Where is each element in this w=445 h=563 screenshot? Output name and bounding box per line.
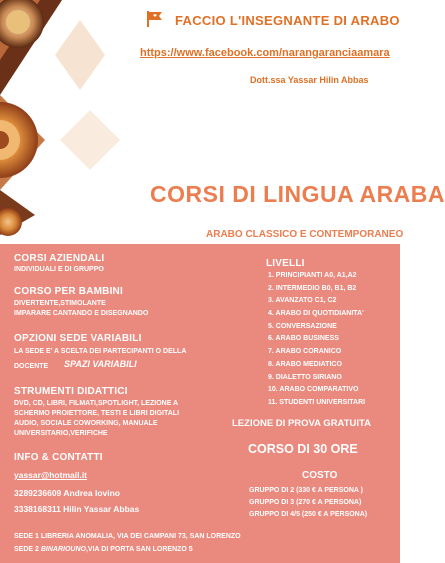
section-text-bambini-1: DIVERTENTE,STIMOLANTE xyxy=(14,300,106,307)
section-text-bambini-2: IMPARARE CANTANDO E DISEGNANDO xyxy=(14,310,149,317)
strumenti-line-2: SCHERMO PROIETTORE, TESTI E LIBRI DIGITALI xyxy=(14,410,180,417)
decorative-pattern xyxy=(0,0,125,235)
strumenti-line-3: AUDIO, SOCIALE COWORKING, MANUALE xyxy=(14,420,158,427)
level-item: 2. INTERMEDIO B0, B1, B2 xyxy=(268,284,357,292)
level-item: 6. ARABO BUSINESS xyxy=(268,335,339,343)
phone-hilin: 3338168311 Hilin Yassar Abbas xyxy=(14,504,140,514)
strumenti-line-1: DVD, CD, LIBRI, FILMATI,SPOTLIGHT, LEZIONE A xyxy=(14,400,179,407)
section-text-opzioni-1: LA SEDE E' A SCELTA DEI PARTECIPANTI O DELLA xyxy=(14,348,187,355)
level-item: 4. ARABO DI QUOTIDIANITA' xyxy=(268,310,364,318)
brand-title: FACCIO L'INSEGNANTE DI ARABO xyxy=(175,13,400,28)
level-item: 9. DIALETTO SIRIANO xyxy=(268,373,342,381)
facebook-link[interactable]: https://www.facebook.com/narangaranciaamara xyxy=(140,47,390,59)
cost-line-1: GRUPPO DI 2 (330 € A PERSONA ) xyxy=(249,487,363,494)
level-item: 3. AVANZATO C1, C2 xyxy=(268,297,337,305)
level-item: 8. ARABO MEDIATICO xyxy=(268,360,342,368)
section-title-bambini: CORSO PER BAMBINI xyxy=(14,286,123,297)
sede-2-address: ,VIA DI PORTA SAN LORENZO 5 xyxy=(85,546,193,553)
sede-2-label: SEDE 2 xyxy=(14,546,39,553)
levels-title: LIVELLI xyxy=(266,258,305,269)
level-item: 5. CONVERSAZIONE xyxy=(268,322,337,330)
page-subtitle: ARABO CLASSICO E CONTEMPORANEO xyxy=(206,229,404,240)
free-trial-lesson: LEZIONE DI PROVA GRATUITA xyxy=(232,418,371,429)
page-title: CORSI DI LINGUA ARABA xyxy=(150,181,445,207)
section-text-opzioni-2: DOCENTE xyxy=(14,363,49,370)
sede-1 xyxy=(14,532,241,543)
section-title-contatti: INFO & CONTATTI xyxy=(14,452,103,463)
section-title-opzioni: OPZIONI SEDE VARIABILI xyxy=(14,333,142,344)
flag-icon xyxy=(147,11,163,27)
strumenti-line-4: UNIVERSITARIO,VERIFICHE xyxy=(14,430,108,437)
level-item: 7. ARABO CORANICO xyxy=(268,348,342,356)
level-item: 1. PRINCIPIANTI A0, A1,A2 xyxy=(268,272,357,279)
section-title-aziendali: CORSI AZIENDALI xyxy=(14,253,105,264)
phone-andrea: 3289236609 Andrea Iovino xyxy=(14,488,120,498)
section-title-strumenti: STRUMENTI DIDATTICI xyxy=(14,386,128,397)
sede-2-place: BINARIOUNO xyxy=(40,546,86,553)
section-text-aziendali: INDIVIDUALI E DI GRUPPO xyxy=(14,266,104,273)
level-item: 11. STUDENTI UNIVERSITARI xyxy=(268,398,366,406)
author-name: Dott.ssa Yassar Hilin Abbas xyxy=(250,75,369,85)
level-item: 10. ARABO COMPARATIVO xyxy=(268,386,359,394)
highlight-spazi-variabili: SPAZI VARIABILI xyxy=(64,359,137,369)
course-duration: CORSO DI 30 ORE xyxy=(248,442,358,456)
levels-list xyxy=(268,270,365,410)
cost-line-2: GRUPPO DI 3 (270 € A PERSONA) xyxy=(249,499,362,506)
email-link[interactable]: yassar@hotmail.it xyxy=(14,470,88,480)
sede-1-address: LIBRERIA ANOMALIA, VIA DEI CAMPANI 73, SAN LORENZO xyxy=(40,533,241,540)
cost-line-3: GRUPPO DI 4/5 (250 € A PERSONA) xyxy=(249,511,368,518)
sede-2 xyxy=(14,545,193,556)
sede-1-label: SEDE 1 xyxy=(14,533,39,540)
cost-title: COSTO xyxy=(302,470,338,481)
